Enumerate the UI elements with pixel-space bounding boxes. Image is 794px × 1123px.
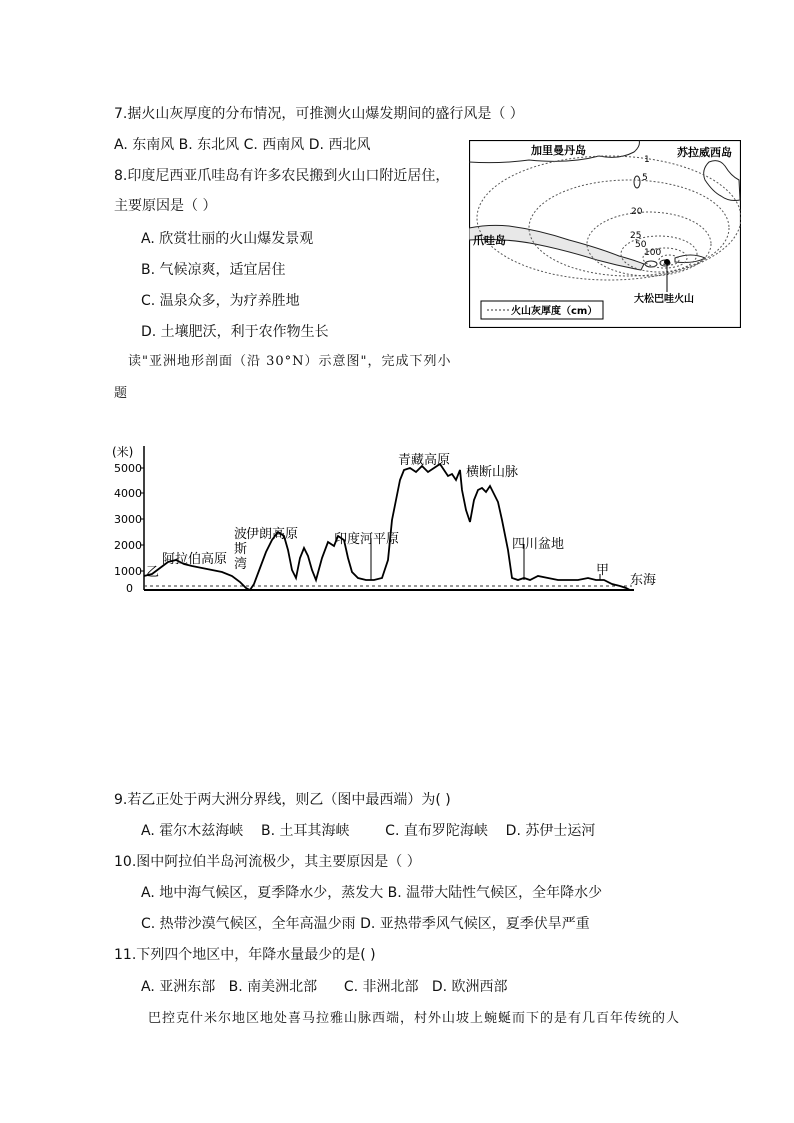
- intro1-line1: 读"亚洲地形剖面（沿 30°N）示意图"，完成下列小: [128, 354, 452, 369]
- label-tibet: 青藏高原: [398, 453, 451, 468]
- q10-options-line2: C. 热带沙漠气候区，全年高温少雨 D. 亚热带季风气候区，夏季伏旱严重: [141, 916, 590, 932]
- volcano-label: 大松巴哇火山: [634, 294, 694, 305]
- q8-option-d: D. 土壤肥沃，利于农作物生长: [141, 324, 329, 340]
- q11-options: [141, 978, 508, 996]
- intro2-line1: 巴控克什米尔地区地处喜马拉雅山脉西端，村外山坡上蜿蜒而下的是有几百年传统的人: [148, 1011, 681, 1026]
- map-legend: 火山灰厚度（cm）: [511, 306, 598, 317]
- q9-option-a: A. 霍尔木兹海峡: [141, 823, 244, 839]
- label-persian-gulf-1: 波: [234, 527, 248, 542]
- q10-options-line1: A. 地中海气候区，夏季降水少，蒸发大 B. 温带大陆性气候区，全年降水少: [141, 885, 603, 901]
- contour-label-100: 100: [644, 248, 662, 258]
- label-indus: 印度河平原: [334, 532, 400, 547]
- q11-option-c: C. 非洲北部: [343, 979, 419, 995]
- q7-stem: 7.据火山灰厚度的分布情况，可推测火山爆发期间的盛行风是（ ）: [114, 106, 524, 122]
- q9-options: [141, 822, 595, 840]
- q8-option-c: C. 温泉众多，为疗养胜地: [141, 293, 300, 309]
- asia-profile-chart: [112, 440, 672, 600]
- intro1-line2: 题: [114, 386, 129, 401]
- y-tick-3000: 3000: [114, 513, 142, 526]
- q8-stem-line1: 8.印度尼西亚爪哇岛有许多农民搬到火山口附近居住，: [114, 168, 450, 184]
- contour-label-5: 5: [642, 173, 648, 183]
- y-tick-2000: 2000: [114, 539, 142, 552]
- contour-label-20: 20: [631, 207, 643, 217]
- q8-option-b: B. 气候凉爽，适宜居住: [141, 262, 286, 278]
- terrain-profile: [144, 464, 630, 590]
- label-persian-gulf-2: 斯: [234, 542, 248, 557]
- q10-stem: 10.图中阿拉伯半岛河流极少，其主要原因是（ ）: [114, 854, 421, 870]
- sulawesi-small-island: [634, 176, 640, 188]
- q11-stem: 11.下列四个地区中，年降水量最少的是( ): [114, 947, 376, 963]
- y-tick-4000: 4000: [114, 487, 142, 500]
- volcano-ash-map: [469, 140, 741, 328]
- q11-option-b: B. 南美洲北部: [228, 979, 318, 995]
- label-arabia: 阿拉伯高原: [162, 552, 228, 567]
- contour-label-25: 25: [630, 231, 642, 241]
- label-persian-gulf-3: 湾: [234, 557, 248, 572]
- q9-option-b: B. 土耳其海峡: [261, 823, 350, 839]
- java-label: 爪哇岛: [473, 234, 506, 247]
- q11-option-d: D. 欧洲西部: [431, 979, 508, 995]
- label-east-sea: 东海: [630, 573, 657, 588]
- q7-options: A. 东南风 B. 东北风 C. 西南风 D. 西北风: [114, 137, 371, 153]
- label-sichuan: 四川盆地: [512, 537, 565, 552]
- y-tick-1000: 1000: [114, 565, 142, 578]
- y-tick-5000: 5000: [114, 462, 142, 475]
- y-tick-0: 0: [126, 582, 133, 595]
- contour-label-1: 1: [644, 155, 650, 165]
- kalimantan-label: 加里曼丹岛: [531, 144, 586, 157]
- q9-option-d: D. 苏伊士运河: [505, 823, 596, 839]
- q11-option-a: A. 亚洲东部: [141, 979, 216, 995]
- label-jia: 甲: [596, 563, 610, 578]
- y-unit: (米): [112, 445, 134, 459]
- q9-option-c: C. 直布罗陀海峡: [385, 823, 488, 839]
- q9-stem: 9.若乙正处于两大洲分界线，则乙（图中最西端）为( ): [114, 792, 451, 808]
- q8-option-a: A. 欣赏壮丽的火山爆发景观: [141, 231, 314, 247]
- contour-label-50: 50: [635, 240, 647, 250]
- label-iran: 伊朗高原: [246, 527, 299, 542]
- label-yi: 乙: [146, 565, 160, 580]
- q8-stem-line2: 主要原因是（ ）: [114, 198, 217, 214]
- label-hengduan: 横断山脉: [466, 465, 519, 480]
- sulawesi-label: 苏拉威西岛: [677, 146, 732, 159]
